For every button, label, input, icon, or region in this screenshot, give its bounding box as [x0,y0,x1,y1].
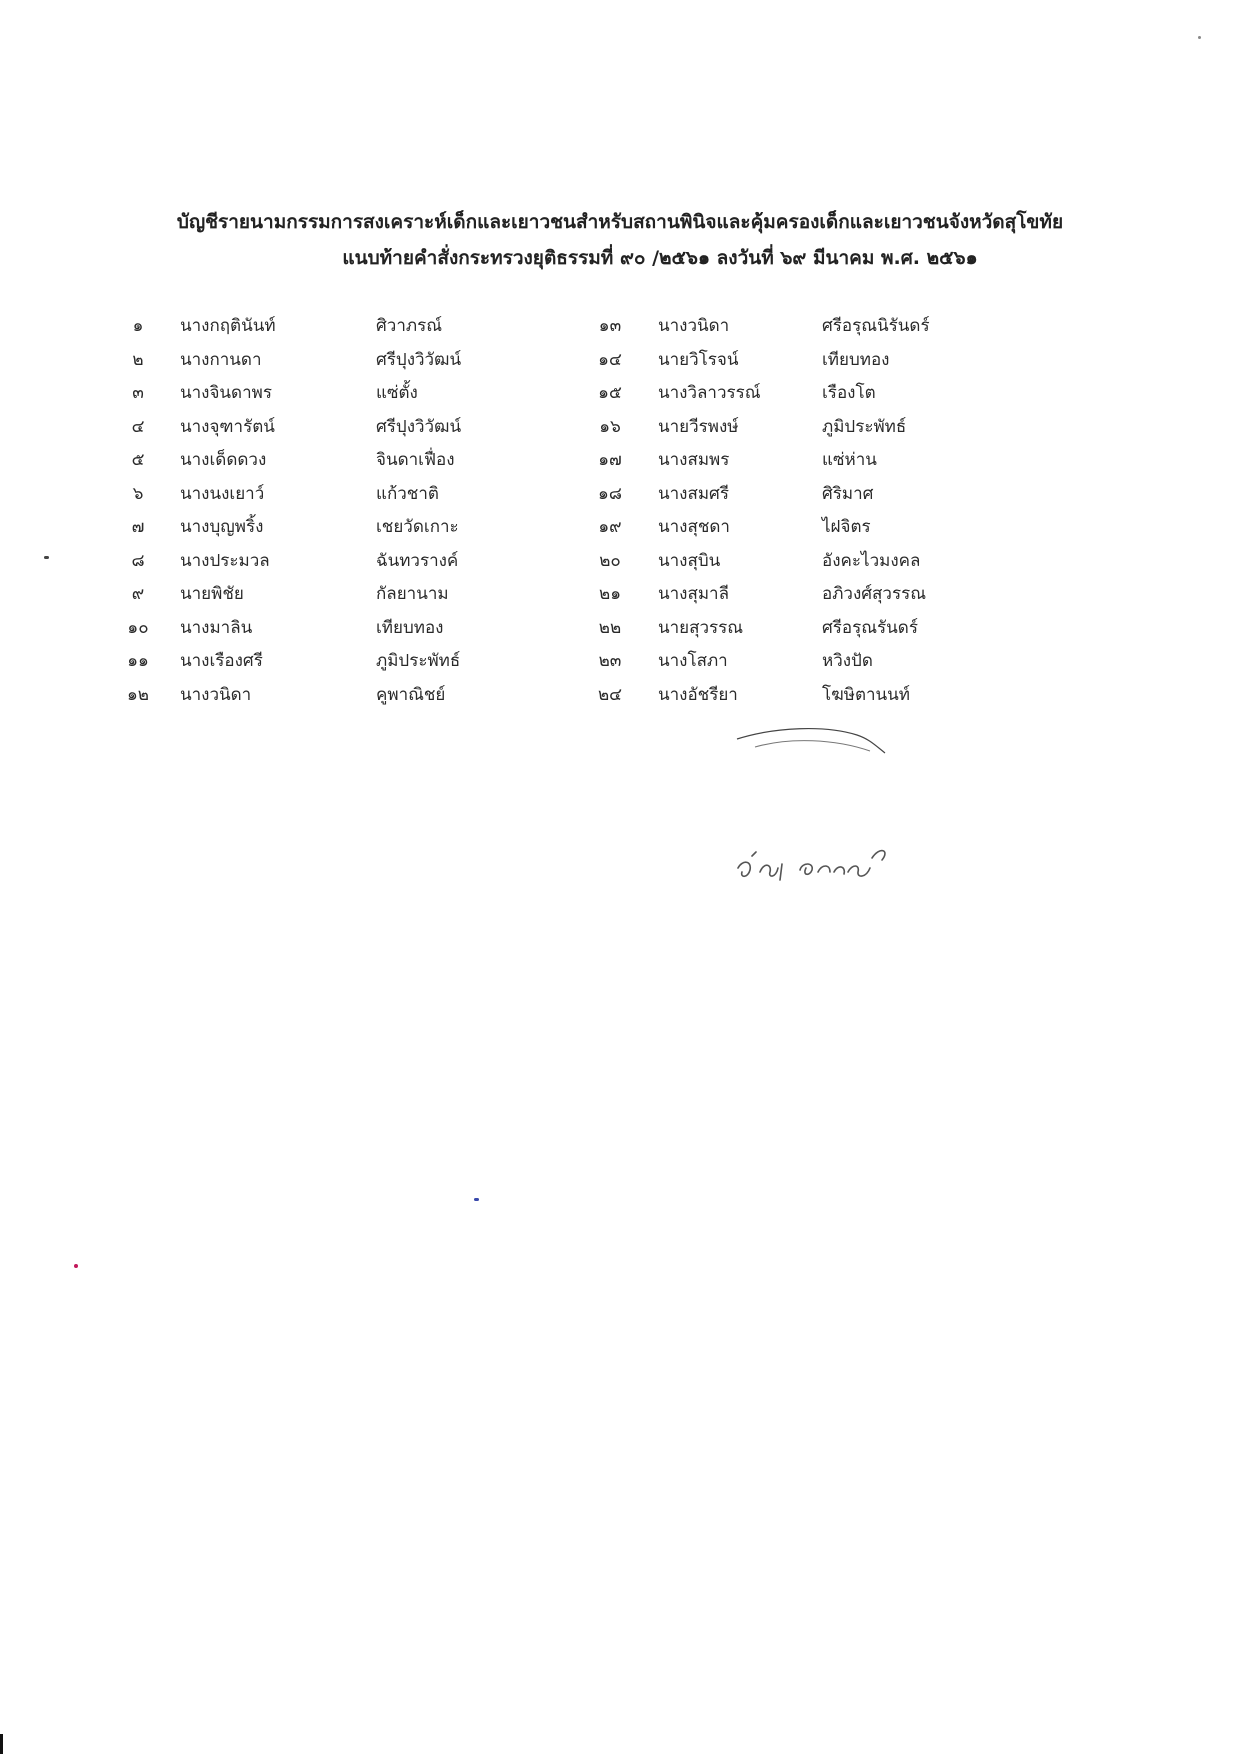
item-first-name: นางวนิดา [180,684,252,705]
item-number: ๑๑ [127,651,149,671]
item-first-name: นางวิลาวรรณ์ [658,383,761,403]
item-first-name: นางโสภา [658,651,728,671]
item-first-name: นางเรืองศรี [180,651,263,671]
item-number: ๑ [132,316,144,336]
item-number: ๒๑ [599,584,621,604]
scan-edge-mark [0,1734,3,1754]
item-last-name: ศรีอรุณนิรันดร์ [822,316,930,336]
item-last-name: ภูมิประพัทธ์ [822,416,907,437]
item-number: ๑๘ [598,483,622,504]
item-number: ๖ [132,483,144,504]
item-last-name: ศิริมาศ [822,483,874,504]
item-number: ๑๕ [598,383,622,403]
item-last-name: อังคะไวมงคล [822,550,921,571]
item-number: ๒๐ [599,550,621,571]
item-last-name: เชยวัดเกาะ [376,517,459,537]
item-number: ๑๖ [599,416,621,437]
item-last-name: โฆษิตานนท์ [822,684,910,705]
item-number: ๑๗ [598,450,622,470]
item-number: ๒ [132,349,144,370]
item-first-name: นายสุวรรณ [658,617,744,638]
item-last-name: หวิงปัด [822,651,873,671]
item-number: ๒๔ [597,684,623,705]
item-last-name: กัลยานาม [376,584,449,604]
item-last-name: แซ่ตั้ง [376,383,418,403]
item-last-name: ภูมิประพัทธ์ [376,651,461,671]
item-first-name: นางมาลิน [180,617,253,638]
item-last-name: เทียบทอง [822,349,890,370]
item-number: ๙ [131,584,145,604]
item-last-name: ฉันทวรางค์ [376,550,459,571]
scan-speck [44,556,49,559]
item-last-name: แก้วชาติ [376,483,439,504]
item-last-name: อภิวงศ์สุวรรณ [822,584,927,604]
item-number: ๑๐ [127,617,149,638]
item-first-name: นางสุมาลี [658,584,730,604]
item-first-name: นายวีรพงษ์ [658,416,739,437]
item-number: ๓ [132,383,144,403]
item-first-name: นางจินดาพร [180,383,272,403]
item-first-name: นางสมพร [658,450,730,470]
item-first-name: นางกฤตินันท์ [180,316,276,336]
handwritten-signature [730,838,900,898]
scan-speck [474,1198,479,1201]
item-first-name: นางอัชรียา [658,684,738,705]
item-first-name: นางสุชดา [658,517,730,537]
item-number: ๑๔ [598,349,622,370]
item-number: ๘ [131,550,145,571]
item-first-name: นางนงเยาว์ [180,483,265,504]
item-last-name: ศรีปุงวิวัฒน์ [376,416,462,437]
item-number: ๕ [131,450,145,470]
document-subtitle: แนบท้ายคำสั่งกระทรวงยุติธรรมที่ ๙๐ /๒๕๖๑ ลงวันที่ ๖๙ มีนาคม พ.ศ. ๒๕๖๑ [342,247,978,269]
document-title: บัญชีรายนามกรรมการสงเคราะห์เด็กและเยาวชนสำหรับสถานพินิจและคุ้มครองเด็กและเยาวชนจังหวัดสุโขทัย [176,211,1064,233]
item-last-name: ศรีอรุณรันดร์ [822,617,918,638]
item-first-name: นายพิชัย [180,584,244,604]
scan-speck [74,1264,78,1268]
item-last-name: เรืองโต [822,383,876,403]
item-first-name: นางสมศรี [658,483,729,504]
item-number: ๑๒ [127,684,149,705]
item-first-name: นางจุฑารัตน์ [180,416,275,437]
item-last-name: ไฝจิตร [822,517,871,537]
item-number: ๒๒ [598,617,622,638]
item-last-name: ศิวาภรณ์ [376,316,442,336]
item-first-name: นางประมวล [180,550,270,571]
item-number: ๑๓ [598,316,622,336]
item-last-name: แซ่ห่าน [822,450,877,470]
item-number: ๗ [131,517,145,537]
item-last-name: คูพาณิชย์ [376,684,446,705]
item-last-name: ศรีปุงวิวัฒน์ [376,349,462,370]
item-number: ๔ [131,416,145,437]
item-first-name: นางกานดา [180,349,262,370]
item-first-name: นางสุบิน [658,550,721,571]
item-first-name: นางเด็ดดวง [180,450,267,470]
item-number: ๒๓ [598,651,622,671]
item-number: ๑๙ [598,517,622,537]
scribble-mark [735,725,895,765]
scan-speck [1198,36,1201,39]
item-last-name: จินดาเฟื่อง [376,450,455,470]
item-first-name: นางบุญพริ้ง [180,517,264,537]
item-first-name: นายวิโรจน์ [658,349,739,370]
item-last-name: เทียบทอง [376,617,444,638]
item-first-name: นางวนิดา [658,316,730,336]
